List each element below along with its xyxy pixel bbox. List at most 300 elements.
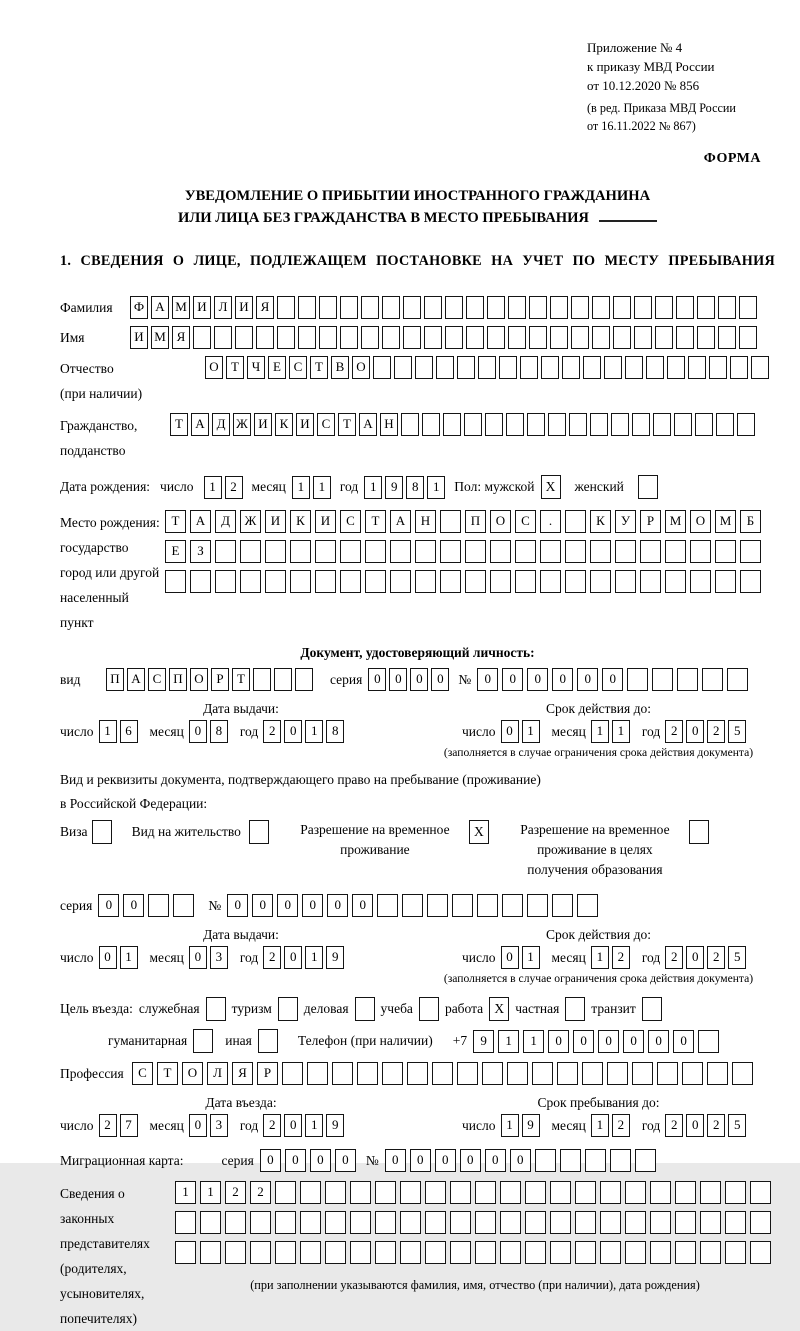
char-cell[interactable] — [557, 1062, 578, 1085]
char-cell[interactable]: 9 — [326, 1114, 344, 1137]
char-cell[interactable] — [575, 1181, 596, 1204]
char-cell[interactable] — [600, 1181, 621, 1204]
char-cell[interactable]: 9 — [473, 1030, 494, 1053]
char-cell[interactable]: И — [130, 326, 148, 349]
char-cell[interactable] — [653, 413, 671, 436]
char-cell[interactable] — [275, 1211, 296, 1234]
char-cell[interactable] — [613, 326, 631, 349]
char-cell[interactable] — [325, 1181, 346, 1204]
char-cell[interactable] — [240, 540, 261, 563]
char-cell[interactable] — [502, 894, 523, 917]
char-cell[interactable]: 0 — [573, 1030, 594, 1053]
char-cell[interactable]: 0 — [227, 894, 248, 917]
char-cell[interactable] — [700, 1181, 721, 1204]
char-cell[interactable]: С — [317, 413, 335, 436]
char-cell[interactable] — [569, 413, 587, 436]
purpose-private-checkbox[interactable] — [565, 997, 585, 1021]
char-cell[interactable] — [550, 1211, 571, 1234]
char-cell[interactable] — [190, 570, 211, 593]
char-cell[interactable]: А — [191, 413, 209, 436]
char-cell[interactable]: 5 — [728, 946, 746, 969]
char-cell[interactable]: А — [190, 510, 211, 533]
char-cell[interactable]: 0 — [477, 668, 498, 691]
char-cell[interactable] — [677, 668, 698, 691]
char-cell[interactable]: Т — [232, 668, 250, 691]
char-cell[interactable] — [674, 413, 692, 436]
char-cell[interactable] — [625, 356, 643, 379]
char-cell[interactable]: 1 — [305, 946, 323, 969]
char-cell[interactable]: 0 — [431, 668, 449, 691]
char-cell[interactable] — [508, 296, 526, 319]
char-cell[interactable] — [300, 1211, 321, 1234]
char-cell[interactable]: 1 — [120, 946, 138, 969]
char-cell[interactable] — [675, 1181, 696, 1204]
char-cell[interactable]: Д — [212, 413, 230, 436]
char-cell[interactable]: М — [715, 510, 736, 533]
char-cell[interactable]: 0 — [98, 894, 119, 917]
char-cell[interactable] — [565, 510, 586, 533]
char-cell[interactable] — [300, 1241, 321, 1264]
char-cell[interactable] — [165, 570, 186, 593]
char-cell[interactable] — [443, 413, 461, 436]
char-cell[interactable]: Ж — [233, 413, 251, 436]
char-cell[interactable]: 2 — [665, 1114, 683, 1137]
char-cell[interactable]: Н — [415, 510, 436, 533]
char-cell[interactable] — [403, 326, 421, 349]
char-cell[interactable] — [390, 570, 411, 593]
char-cell[interactable]: 2 — [707, 1114, 725, 1137]
char-cell[interactable]: М — [151, 326, 169, 349]
char-cell[interactable] — [452, 894, 473, 917]
char-cell[interactable] — [725, 1241, 746, 1264]
char-cell[interactable] — [583, 356, 601, 379]
char-cell[interactable] — [175, 1241, 196, 1264]
char-cell[interactable]: Е — [165, 540, 186, 563]
char-cell[interactable] — [655, 296, 673, 319]
char-cell[interactable] — [400, 1241, 421, 1264]
char-cell[interactable]: Ф — [130, 296, 148, 319]
char-cell[interactable]: Р — [640, 510, 661, 533]
visa-checkbox[interactable] — [92, 820, 112, 844]
char-cell[interactable] — [600, 1211, 621, 1234]
char-cell[interactable] — [650, 1211, 671, 1234]
char-cell[interactable] — [332, 1062, 353, 1085]
char-cell[interactable] — [739, 326, 757, 349]
char-cell[interactable] — [737, 413, 755, 436]
char-cell[interactable] — [676, 326, 694, 349]
char-cell[interactable] — [325, 1211, 346, 1234]
char-cell[interactable]: 1 — [501, 1114, 519, 1137]
char-cell[interactable]: 0 — [368, 668, 386, 691]
char-cell[interactable]: Р — [257, 1062, 278, 1085]
char-cell[interactable] — [325, 1241, 346, 1264]
char-cell[interactable]: 2 — [707, 720, 725, 743]
char-cell[interactable] — [361, 296, 379, 319]
char-cell[interactable] — [350, 1211, 371, 1234]
char-cell[interactable]: 0 — [410, 1149, 431, 1172]
char-cell[interactable]: Т — [338, 413, 356, 436]
char-cell[interactable] — [632, 413, 650, 436]
char-cell[interactable] — [508, 326, 526, 349]
char-cell[interactable]: 0 — [502, 668, 523, 691]
char-cell[interactable]: 1 — [313, 476, 331, 499]
char-cell[interactable]: 1 — [99, 720, 117, 743]
char-cell[interactable] — [148, 894, 169, 917]
char-cell[interactable] — [465, 570, 486, 593]
char-cell[interactable] — [340, 326, 358, 349]
char-cell[interactable] — [340, 570, 361, 593]
char-cell[interactable]: Т — [165, 510, 186, 533]
char-cell[interactable] — [695, 413, 713, 436]
char-cell[interactable]: 0 — [310, 1149, 331, 1172]
char-cell[interactable]: 2 — [707, 946, 725, 969]
char-cell[interactable] — [646, 356, 664, 379]
char-cell[interactable] — [675, 1241, 696, 1264]
char-cell[interactable] — [295, 668, 313, 691]
char-cell[interactable] — [214, 326, 232, 349]
char-cell[interactable] — [740, 570, 761, 593]
char-cell[interactable] — [718, 326, 736, 349]
char-cell[interactable]: П — [106, 668, 124, 691]
char-cell[interactable] — [732, 1062, 753, 1085]
char-cell[interactable] — [298, 296, 316, 319]
char-cell[interactable] — [425, 1181, 446, 1204]
char-cell[interactable]: 1 — [591, 720, 609, 743]
char-cell[interactable] — [565, 540, 586, 563]
char-cell[interactable] — [478, 356, 496, 379]
char-cell[interactable] — [548, 413, 566, 436]
char-cell[interactable] — [307, 1062, 328, 1085]
char-cell[interactable] — [365, 570, 386, 593]
char-cell[interactable] — [607, 1062, 628, 1085]
char-cell[interactable]: 0 — [686, 946, 704, 969]
char-cell[interactable] — [700, 1211, 721, 1234]
char-cell[interactable] — [445, 326, 463, 349]
char-cell[interactable]: 0 — [501, 946, 519, 969]
char-cell[interactable]: 1 — [364, 476, 382, 499]
char-cell[interactable] — [275, 1181, 296, 1204]
char-cell[interactable] — [466, 326, 484, 349]
char-cell[interactable]: 1 — [204, 476, 222, 499]
char-cell[interactable] — [627, 668, 648, 691]
char-cell[interactable]: И — [315, 510, 336, 533]
char-cell[interactable] — [698, 1030, 719, 1053]
char-cell[interactable] — [173, 894, 194, 917]
char-cell[interactable] — [432, 1062, 453, 1085]
char-cell[interactable]: Я — [256, 296, 274, 319]
char-cell[interactable] — [577, 894, 598, 917]
char-cell[interactable] — [615, 540, 636, 563]
char-cell[interactable] — [277, 296, 295, 319]
char-cell[interactable]: 0 — [260, 1149, 281, 1172]
char-cell[interactable] — [487, 296, 505, 319]
char-cell[interactable]: 0 — [285, 1149, 306, 1172]
char-cell[interactable] — [575, 1241, 596, 1264]
char-cell[interactable] — [485, 413, 503, 436]
char-cell[interactable]: А — [390, 510, 411, 533]
char-cell[interactable] — [634, 326, 652, 349]
char-cell[interactable]: Л — [214, 296, 232, 319]
char-cell[interactable]: Ч — [247, 356, 265, 379]
char-cell[interactable] — [541, 356, 559, 379]
char-cell[interactable] — [625, 1211, 646, 1234]
char-cell[interactable]: А — [127, 668, 145, 691]
char-cell[interactable]: 1 — [612, 720, 630, 743]
char-cell[interactable] — [253, 668, 271, 691]
char-cell[interactable] — [688, 356, 706, 379]
char-cell[interactable] — [716, 413, 734, 436]
char-cell[interactable] — [407, 1062, 428, 1085]
char-cell[interactable] — [702, 668, 723, 691]
char-cell[interactable] — [440, 540, 461, 563]
char-cell[interactable] — [520, 356, 538, 379]
char-cell[interactable]: 8 — [210, 720, 228, 743]
char-cell[interactable] — [440, 570, 461, 593]
char-cell[interactable]: Ж — [240, 510, 261, 533]
char-cell[interactable] — [592, 296, 610, 319]
char-cell[interactable]: 0 — [485, 1149, 506, 1172]
char-cell[interactable]: 2 — [612, 1114, 630, 1137]
char-cell[interactable] — [319, 296, 337, 319]
char-cell[interactable] — [582, 1062, 603, 1085]
char-cell[interactable]: 0 — [352, 894, 373, 917]
char-cell[interactable]: 0 — [673, 1030, 694, 1053]
char-cell[interactable]: С — [132, 1062, 153, 1085]
char-cell[interactable] — [739, 296, 757, 319]
char-cell[interactable] — [415, 356, 433, 379]
char-cell[interactable]: 2 — [263, 720, 281, 743]
char-cell[interactable]: 0 — [577, 668, 598, 691]
char-cell[interactable]: 8 — [326, 720, 344, 743]
char-cell[interactable] — [635, 1149, 656, 1172]
char-cell[interactable] — [500, 1181, 521, 1204]
char-cell[interactable] — [375, 1241, 396, 1264]
char-cell[interactable] — [600, 1241, 621, 1264]
char-cell[interactable] — [730, 356, 748, 379]
char-cell[interactable] — [550, 296, 568, 319]
char-cell[interactable] — [377, 894, 398, 917]
char-cell[interactable]: 0 — [686, 720, 704, 743]
char-cell[interactable]: Л — [207, 1062, 228, 1085]
purpose-humanitarian-checkbox[interactable] — [193, 1029, 213, 1053]
char-cell[interactable] — [427, 894, 448, 917]
char-cell[interactable]: 1 — [522, 946, 540, 969]
char-cell[interactable] — [565, 570, 586, 593]
char-cell[interactable]: 0 — [327, 894, 348, 917]
char-cell[interactable] — [560, 1149, 581, 1172]
char-cell[interactable]: С — [148, 668, 166, 691]
char-cell[interactable] — [475, 1181, 496, 1204]
char-cell[interactable] — [415, 540, 436, 563]
char-cell[interactable] — [365, 540, 386, 563]
char-cell[interactable] — [265, 570, 286, 593]
char-cell[interactable]: С — [289, 356, 307, 379]
char-cell[interactable]: 0 — [460, 1149, 481, 1172]
char-cell[interactable] — [298, 326, 316, 349]
char-cell[interactable]: 2 — [250, 1181, 271, 1204]
char-cell[interactable]: 0 — [277, 894, 298, 917]
char-cell[interactable]: 7 — [120, 1114, 138, 1137]
char-cell[interactable] — [350, 1181, 371, 1204]
char-cell[interactable] — [256, 326, 274, 349]
char-cell[interactable] — [718, 296, 736, 319]
char-cell[interactable] — [422, 413, 440, 436]
char-cell[interactable] — [440, 510, 461, 533]
char-cell[interactable] — [499, 356, 517, 379]
residence-permit-checkbox[interactable] — [249, 820, 269, 844]
char-cell[interactable] — [613, 296, 631, 319]
char-cell[interactable]: Д — [215, 510, 236, 533]
purpose-work-checkbox[interactable]: X — [489, 997, 509, 1021]
char-cell[interactable] — [615, 570, 636, 593]
char-cell[interactable] — [590, 540, 611, 563]
char-cell[interactable]: 1 — [305, 720, 323, 743]
char-cell[interactable] — [225, 1211, 246, 1234]
char-cell[interactable]: 0 — [123, 894, 144, 917]
char-cell[interactable] — [667, 356, 685, 379]
purpose-business-checkbox[interactable] — [355, 997, 375, 1021]
char-cell[interactable] — [200, 1241, 221, 1264]
sex-male-checkbox[interactable]: X — [541, 475, 561, 499]
char-cell[interactable] — [640, 540, 661, 563]
char-cell[interactable]: 0 — [686, 1114, 704, 1137]
char-cell[interactable] — [525, 1241, 546, 1264]
char-cell[interactable]: 0 — [302, 894, 323, 917]
char-cell[interactable]: 2 — [225, 476, 243, 499]
char-cell[interactable]: 3 — [210, 946, 228, 969]
char-cell[interactable]: 0 — [598, 1030, 619, 1053]
char-cell[interactable] — [277, 326, 295, 349]
char-cell[interactable]: Н — [380, 413, 398, 436]
char-cell[interactable] — [274, 668, 292, 691]
char-cell[interactable] — [532, 1062, 553, 1085]
char-cell[interactable] — [424, 296, 442, 319]
char-cell[interactable]: 2 — [99, 1114, 117, 1137]
char-cell[interactable] — [571, 296, 589, 319]
char-cell[interactable] — [375, 1211, 396, 1234]
char-cell[interactable] — [290, 570, 311, 593]
char-cell[interactable]: Я — [172, 326, 190, 349]
char-cell[interactable]: 0 — [189, 946, 207, 969]
char-cell[interactable]: 1 — [522, 720, 540, 743]
purpose-study-checkbox[interactable] — [419, 997, 439, 1021]
char-cell[interactable]: 2 — [263, 1114, 281, 1137]
char-cell[interactable]: 0 — [410, 668, 428, 691]
char-cell[interactable] — [540, 540, 561, 563]
char-cell[interactable] — [215, 540, 236, 563]
char-cell[interactable]: 0 — [252, 894, 273, 917]
char-cell[interactable] — [740, 540, 761, 563]
char-cell[interactable] — [529, 326, 547, 349]
char-cell[interactable] — [400, 1181, 421, 1204]
char-cell[interactable]: 5 — [728, 1114, 746, 1137]
char-cell[interactable]: Т — [226, 356, 244, 379]
char-cell[interactable]: 0 — [389, 668, 407, 691]
char-cell[interactable] — [361, 326, 379, 349]
char-cell[interactable] — [700, 1241, 721, 1264]
char-cell[interactable]: 0 — [527, 668, 548, 691]
char-cell[interactable]: 8 — [406, 476, 424, 499]
char-cell[interactable]: П — [465, 510, 486, 533]
char-cell[interactable]: 1 — [498, 1030, 519, 1053]
char-cell[interactable]: 0 — [602, 668, 623, 691]
char-cell[interactable] — [535, 1149, 556, 1172]
char-cell[interactable] — [625, 1181, 646, 1204]
char-cell[interactable] — [175, 1211, 196, 1234]
char-cell[interactable]: 6 — [120, 720, 138, 743]
char-cell[interactable] — [640, 570, 661, 593]
char-cell[interactable] — [697, 296, 715, 319]
char-cell[interactable] — [340, 540, 361, 563]
char-cell[interactable] — [436, 356, 454, 379]
char-cell[interactable] — [552, 894, 573, 917]
char-cell[interactable] — [482, 1062, 503, 1085]
char-cell[interactable] — [590, 570, 611, 593]
char-cell[interactable] — [697, 326, 715, 349]
char-cell[interactable]: М — [665, 510, 686, 533]
char-cell[interactable] — [487, 326, 505, 349]
char-cell[interactable] — [382, 296, 400, 319]
char-cell[interactable] — [525, 1181, 546, 1204]
char-cell[interactable] — [250, 1211, 271, 1234]
char-cell[interactable]: О — [690, 510, 711, 533]
char-cell[interactable]: 0 — [648, 1030, 669, 1053]
char-cell[interactable] — [282, 1062, 303, 1085]
char-cell[interactable] — [445, 296, 463, 319]
char-cell[interactable] — [527, 894, 548, 917]
char-cell[interactable] — [515, 570, 536, 593]
char-cell[interactable]: О — [190, 668, 208, 691]
char-cell[interactable]: Р — [211, 668, 229, 691]
char-cell[interactable] — [550, 1241, 571, 1264]
char-cell[interactable] — [590, 413, 608, 436]
char-cell[interactable] — [652, 668, 673, 691]
char-cell[interactable]: Т — [365, 510, 386, 533]
char-cell[interactable] — [375, 1181, 396, 1204]
char-cell[interactable] — [650, 1241, 671, 1264]
char-cell[interactable]: 2 — [665, 720, 683, 743]
char-cell[interactable] — [450, 1241, 471, 1264]
purpose-tourism-checkbox[interactable] — [278, 997, 298, 1021]
char-cell[interactable]: 0 — [284, 720, 302, 743]
char-cell[interactable]: В — [331, 356, 349, 379]
char-cell[interactable]: 0 — [335, 1149, 356, 1172]
char-cell[interactable] — [540, 570, 561, 593]
char-cell[interactable] — [634, 296, 652, 319]
char-cell[interactable] — [465, 540, 486, 563]
char-cell[interactable] — [315, 570, 336, 593]
char-cell[interactable] — [750, 1241, 771, 1264]
char-cell[interactable] — [550, 326, 568, 349]
char-cell[interactable]: 0 — [284, 946, 302, 969]
char-cell[interactable]: 0 — [189, 1114, 207, 1137]
char-cell[interactable] — [575, 1211, 596, 1234]
char-cell[interactable]: М — [172, 296, 190, 319]
purpose-other-checkbox[interactable] — [258, 1029, 278, 1053]
char-cell[interactable]: 1 — [591, 1114, 609, 1137]
char-cell[interactable] — [604, 356, 622, 379]
char-cell[interactable] — [457, 1062, 478, 1085]
char-cell[interactable]: 0 — [385, 1149, 406, 1172]
char-cell[interactable] — [357, 1062, 378, 1085]
char-cell[interactable]: 0 — [284, 1114, 302, 1137]
char-cell[interactable] — [475, 1211, 496, 1234]
char-cell[interactable] — [424, 326, 442, 349]
char-cell[interactable] — [400, 1211, 421, 1234]
char-cell[interactable] — [394, 356, 412, 379]
char-cell[interactable]: 9 — [326, 946, 344, 969]
char-cell[interactable]: К — [290, 510, 311, 533]
